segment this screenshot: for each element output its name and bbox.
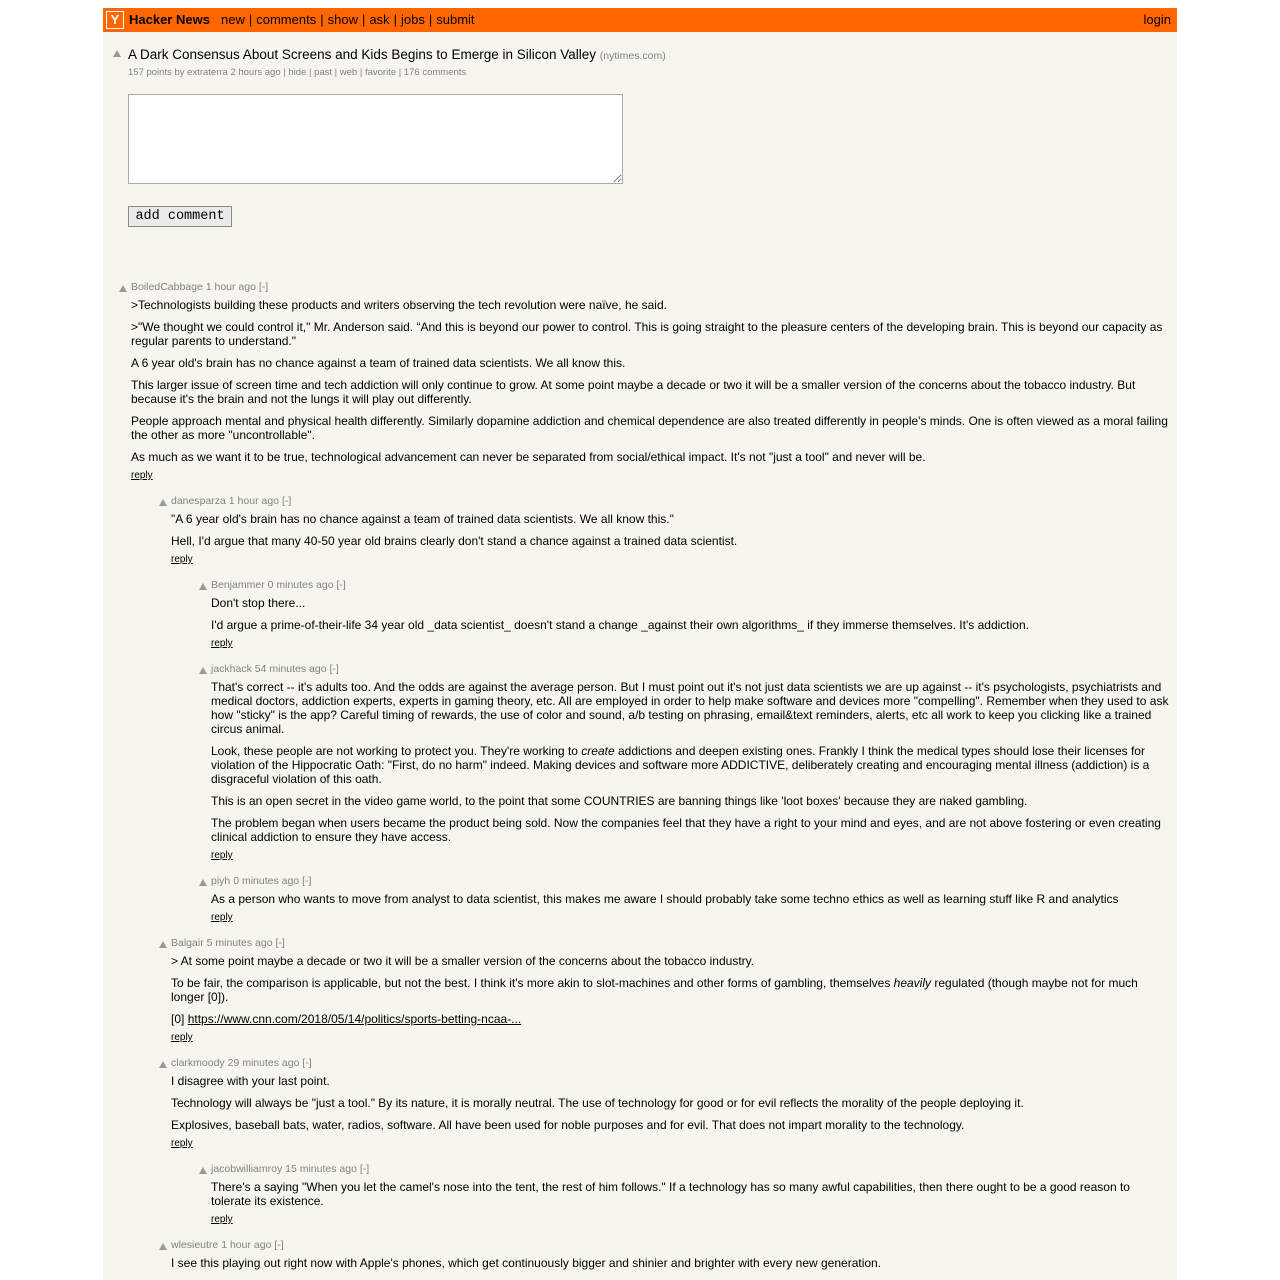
collapse-toggle[interactable]: [-] bbox=[336, 579, 346, 591]
comment-meta bbox=[131, 280, 1171, 294]
reply-link[interactable]: reply bbox=[171, 1138, 193, 1149]
comment-text: That's correct -- it's adults too. And the odds are against the average person. But I must point out it's not just data scientists we are up against -- it's psychologists, psychiatrists and medical doctors, addiction experts, experts in gaming theory, etc. All are employed in order to help make software and devices more "compelling". Remember when they used to ask how "sticky" is the app? Careful timing of rewards, the use of color and sound, a/b testing on phrasing, email&text reminders, alerts, etc all work to keep you clicking like a trained circus animal. bbox=[211, 680, 1169, 736]
upvote-icon[interactable] bbox=[199, 667, 207, 674]
comment-user[interactable]: Balgair bbox=[171, 937, 204, 949]
comment-text: I disagree with your last point. bbox=[171, 1074, 330, 1088]
collapse-toggle[interactable]: [-] bbox=[302, 875, 312, 887]
footnote-label: [0] bbox=[171, 1012, 188, 1026]
nav-new[interactable]: new bbox=[221, 12, 245, 27]
comment-age[interactable]: 29 minutes ago bbox=[227, 1057, 300, 1069]
comment-age[interactable]: 0 minutes ago bbox=[233, 875, 300, 887]
reply-link[interactable]: reply bbox=[211, 850, 233, 861]
nav-submit[interactable]: submit bbox=[436, 12, 475, 27]
add-comment-button[interactable]: add comment bbox=[128, 206, 232, 227]
story-upvote-icon[interactable] bbox=[113, 50, 121, 57]
upvote-icon[interactable] bbox=[199, 583, 207, 590]
site-name[interactable]: Hacker News bbox=[129, 12, 210, 27]
comment-text: I'd argue a prime-of-their-life 34 year old _data scientist_ doesn't stand a change _against their own algorithms_ if they immerse themselves. It's addiction. bbox=[211, 618, 1029, 632]
text-run: Look, these people are not working to protect you. They're working to bbox=[211, 744, 582, 758]
text-run: addictions and deepen existing ones. Frankly I think the medical types should lose their licenses for violation of the Hippocratic Oath: "First, do no harm" indeed. Making devices and software more ADDICTIVE, deliberately creating and encouraging mental illness (addiction) is a disgraceful violation of this oath. bbox=[211, 744, 1150, 786]
upvote-icon[interactable] bbox=[159, 1061, 167, 1068]
comment-text bbox=[171, 1012, 1171, 1026]
reply-link[interactable]: reply bbox=[131, 470, 153, 481]
text-run: regulated (though maybe not for much longer [0]). bbox=[171, 976, 1138, 1004]
collapse-toggle[interactable]: [-] bbox=[281, 495, 292, 507]
login-link[interactable]: login bbox=[1143, 12, 1171, 27]
text-run: To be fair, the comparison is applicable, but not the best. I think it's more akin to slot-machines and other forms of gambling, themselves bbox=[171, 976, 894, 990]
upvote-icon[interactable] bbox=[199, 1167, 207, 1174]
comment bbox=[211, 578, 1171, 650]
comment bbox=[211, 662, 1171, 862]
comment-text: A 6 year old's brain has no chance against a team of trained data scientists. We all know this. bbox=[131, 356, 626, 370]
emphasis: create bbox=[581, 744, 615, 758]
comment bbox=[171, 1238, 1171, 1270]
comment-text: Technology will always be "just a tool." By its nature, it is morally neutral. The use of technology for good or for evil reflects the morality of the people deploying it. bbox=[171, 1096, 1024, 1110]
comment-user[interactable]: BoiledCabbage bbox=[131, 281, 203, 293]
upvote-icon[interactable] bbox=[159, 499, 167, 506]
comment-user[interactable]: wlesieutre bbox=[171, 1239, 219, 1251]
comment-user[interactable]: clarkmoody bbox=[171, 1057, 225, 1069]
reply-link[interactable]: reply bbox=[211, 912, 233, 923]
collapse-toggle[interactable]: [-] bbox=[274, 1239, 284, 1251]
comment-text: This larger issue of screen time and tech addiction will only continue to grow. At some point maybe a decade or two it will be a smaller version of the concerns about the tobacco industry. But because it's the brain and not the lungs it will play out differently. bbox=[131, 378, 1136, 406]
comment-meta bbox=[211, 1162, 1171, 1176]
comment-meta bbox=[211, 578, 1171, 592]
comment-text: People approach mental and physical health differently. Similarly dopamine addiction and chemical dependence are also treated differently in people's minds. One is often viewed as a moral failing the other as more "uncontrollable". bbox=[131, 414, 1168, 442]
upvote-icon[interactable] bbox=[199, 879, 207, 886]
upvote-icon[interactable] bbox=[119, 285, 127, 292]
upvote-icon[interactable] bbox=[159, 1243, 167, 1250]
comment-meta bbox=[211, 662, 1171, 676]
comment-meta bbox=[171, 1238, 1171, 1252]
cnn-link[interactable]: https://www.cnn.com/2018/05/14/politics/sports-betting-ncaa-... bbox=[187, 1012, 522, 1026]
comment-age[interactable]: 1 hour ago bbox=[221, 1239, 272, 1251]
comment-age[interactable]: 0 minutes ago bbox=[267, 579, 334, 591]
collapse-toggle[interactable]: [-] bbox=[302, 1057, 312, 1069]
nav-show[interactable]: show bbox=[327, 12, 358, 27]
comment-user[interactable]: Benjammer bbox=[211, 579, 265, 591]
comment bbox=[131, 280, 1171, 482]
comment-text bbox=[211, 744, 1171, 786]
collapse-toggle[interactable]: [-] bbox=[329, 663, 339, 675]
comment bbox=[211, 1162, 1171, 1226]
comment bbox=[171, 494, 1171, 566]
comment-text: > At some point maybe a decade or two it will be a smaller version of the concerns about the tobacco industry. bbox=[171, 954, 755, 968]
comment-text: >Technologists building these products and writers observing the tech revolution were naïve, he said. bbox=[131, 298, 667, 312]
reply-link[interactable]: reply bbox=[171, 554, 193, 565]
comment-text: I see this playing out right now with Apple's phones, which get continuously bigger and shinier and brighter with every new generation. bbox=[171, 1256, 882, 1270]
comment-meta bbox=[211, 874, 1171, 888]
comment-meta bbox=[171, 1056, 1171, 1070]
comment-user[interactable]: piyh bbox=[211, 875, 231, 887]
comment-text: "A 6 year old's brain has no chance against a team of trained data scientists. We all know this." bbox=[171, 512, 674, 526]
comment-user[interactable]: danesparza bbox=[171, 495, 226, 507]
story-title-link[interactable]: A Dark Consensus About Screens and Kids Begins to Emerge in Silicon Valley bbox=[128, 47, 597, 62]
top-nav: new | comments | show | ask | jobs | submit bbox=[221, 12, 475, 27]
story-site[interactable]: (nytimes.com) bbox=[599, 50, 666, 62]
comment-age[interactable]: 1 hour ago bbox=[205, 281, 256, 293]
comment-text: Don't stop there... bbox=[211, 596, 306, 610]
comment-text: The problem began when users became the product being sold. Now the companies feel that they have a right to your mind and eyes, and are not above fostering or even creating clinical addiction to ensure they have access. bbox=[211, 816, 1161, 844]
comment-user[interactable]: jacobwilliamroy bbox=[211, 1163, 283, 1175]
story-subline[interactable]: 157 points by extraterra 2 hours ago | hide | past | web | favorite | 176 comments bbox=[128, 67, 467, 78]
upvote-icon[interactable] bbox=[159, 941, 167, 948]
comment-text: >"We thought we could control it," Mr. Anderson said. “And this is beyond our power to control. This is going straight to the pleasure centers of the developing brain. This is beyond our capacity as regular parents to understand." bbox=[131, 320, 1163, 348]
comment bbox=[171, 936, 1171, 1044]
collapse-toggle[interactable]: [-] bbox=[275, 937, 285, 949]
comment bbox=[211, 874, 1171, 924]
header-bar bbox=[103, 8, 1177, 32]
nav-jobs[interactable]: jobs bbox=[400, 12, 425, 27]
reply-link[interactable]: reply bbox=[171, 1032, 193, 1043]
comment-text: Hell, I'd argue that many 40-50 year old brains clearly don't stand a chance against a trained data scientist. bbox=[171, 534, 738, 548]
comment-age[interactable]: 1 hour ago bbox=[228, 495, 280, 507]
nav-ask[interactable]: ask bbox=[369, 12, 390, 27]
comment bbox=[171, 1056, 1171, 1150]
comment-text: As much as we want it to be true, technological advancement can never be separated from social/ethical impact. It's not "just a tool" and never will be. bbox=[131, 450, 926, 464]
comment-text: This is an open secret in the video game world, to the point that some COUNTRIES are banning things like 'loot boxes' because they are naked gambling. bbox=[211, 794, 1028, 808]
page bbox=[103, 8, 1177, 1280]
reply-link[interactable]: reply bbox=[211, 1214, 233, 1225]
comment-user[interactable]: jackhack bbox=[211, 663, 252, 675]
y-logo-icon[interactable]: Y bbox=[106, 11, 124, 29]
comment-text bbox=[171, 976, 1171, 1004]
collapse-toggle[interactable]: [-] bbox=[258, 281, 269, 293]
story-title bbox=[128, 47, 666, 62]
comment-meta bbox=[171, 936, 1171, 950]
comment-age[interactable]: 5 minutes ago bbox=[206, 937, 273, 949]
comment-meta bbox=[171, 494, 1171, 508]
comment-textarea[interactable] bbox=[128, 94, 623, 184]
comment-text: There's a saying "When you let the camel's nose into the tent, the rest of him follows." If a technology has so many awful capabilities, then there ought to be a good reason to tolerate its existence. bbox=[211, 1180, 1130, 1208]
nav-comments[interactable]: comments bbox=[256, 12, 317, 27]
comment-age[interactable]: 54 minutes ago bbox=[254, 663, 327, 675]
comment-age[interactable]: 15 minutes ago bbox=[285, 1163, 357, 1175]
comment-text: Explosives, baseball bats, water, radios, software. All have been used for noble purposes and for evil. That does not impart morality to the technology. bbox=[171, 1118, 965, 1132]
emphasis: heavily bbox=[893, 976, 932, 990]
reply-link[interactable]: reply bbox=[211, 638, 233, 649]
comment-text: As a person who wants to move from analyst to data scientist, this makes me aware I should probably take some techno ethics as well as learning stuff like R and analytics bbox=[211, 892, 1119, 906]
collapse-toggle[interactable]: [-] bbox=[359, 1163, 370, 1175]
